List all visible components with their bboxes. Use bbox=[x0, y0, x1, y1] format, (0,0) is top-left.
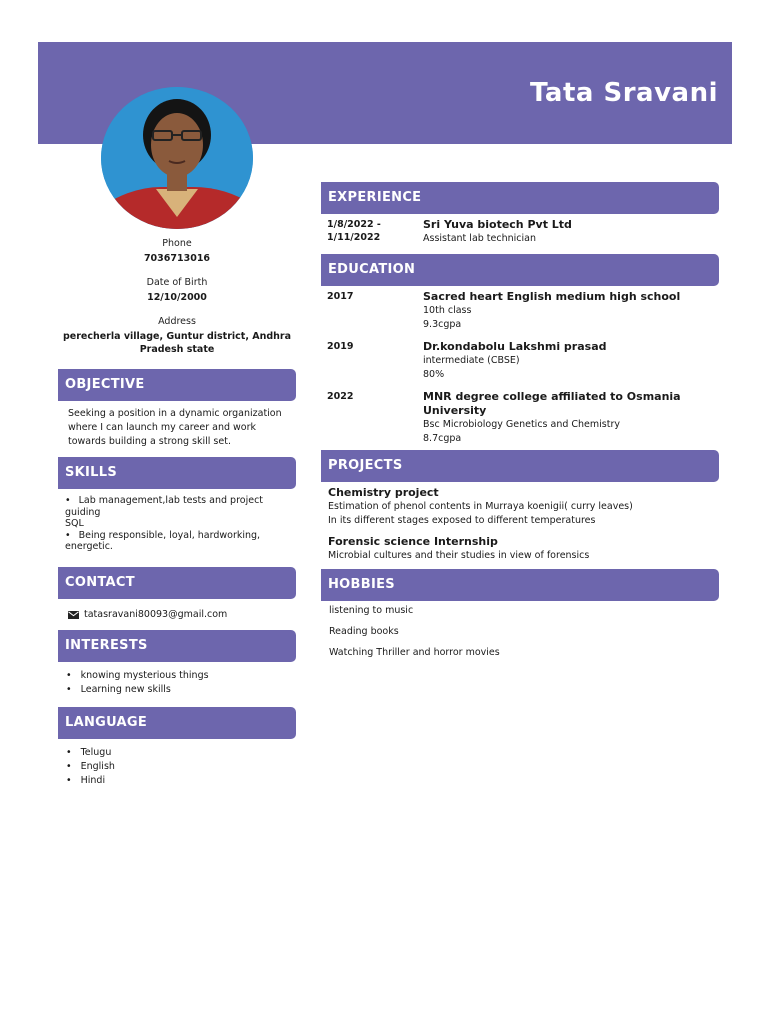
skill-item: • Lab management,lab tests and project guiding bbox=[65, 495, 289, 518]
education-entry bbox=[321, 290, 719, 332]
hobbies-heading: HOBBIES bbox=[321, 569, 719, 601]
candidate-name: Tata Sravani bbox=[530, 78, 718, 108]
language-heading: LANGUAGE bbox=[58, 707, 296, 739]
experience-date-end: 1/11/2022 bbox=[327, 232, 381, 243]
hobby-item: Watching Thriller and horror movies bbox=[329, 646, 500, 658]
education-school: MNR degree college affiliated to Osmania University bbox=[423, 390, 681, 417]
education-score: 80% bbox=[423, 369, 445, 380]
interests-heading: INTERESTS bbox=[58, 630, 296, 662]
skills-heading: SKILLS bbox=[58, 457, 296, 489]
hobby-item: listening to music bbox=[329, 604, 414, 616]
education-year: 2022 bbox=[327, 391, 354, 402]
education-score: 8.7cgpa bbox=[423, 433, 462, 444]
phone-value: 7036713016 bbox=[143, 253, 211, 264]
education-year: 2017 bbox=[327, 291, 354, 302]
education-course: Bsc Microbiology Genetics and Chemistry bbox=[423, 419, 620, 430]
project-title: Forensic science Internship bbox=[328, 535, 498, 548]
experience-dates bbox=[321, 218, 423, 246]
phone-label: Phone bbox=[162, 238, 192, 249]
interest-item: • Learning new skills bbox=[66, 683, 296, 697]
education-score: 9.3cgpa bbox=[423, 319, 462, 330]
contact-email-row bbox=[58, 599, 296, 630]
address-block bbox=[58, 316, 296, 356]
education-entry bbox=[321, 340, 719, 382]
profile-photo bbox=[101, 87, 253, 229]
project-entry bbox=[321, 482, 719, 527]
address-label: Address bbox=[158, 316, 196, 327]
interests-list bbox=[58, 662, 296, 707]
language-item: • Telugu bbox=[66, 746, 296, 760]
experience-entry bbox=[321, 218, 719, 246]
project-title: Chemistry project bbox=[328, 486, 439, 499]
objective-text: Seeking a position in a dynamic organization where I can launch my career and work towards building a strong skill set. bbox=[68, 408, 282, 447]
education-course: intermediate (CBSE) bbox=[423, 355, 520, 366]
hobby-item: Reading books bbox=[329, 625, 399, 637]
projects-heading: PROJECTS bbox=[321, 450, 719, 482]
language-list bbox=[58, 739, 296, 798]
education-heading: EDUCATION bbox=[321, 254, 719, 286]
language-item: • Hindi bbox=[66, 774, 296, 788]
education-school: Dr.kondabolu Lakshmi prasad bbox=[423, 340, 607, 353]
objective-heading: OBJECTIVE bbox=[58, 369, 296, 401]
address-value: perecherla village, Guntur district, Andhra Pradesh state bbox=[62, 331, 292, 355]
interest-item: • knowing mysterious things bbox=[66, 669, 296, 683]
project-entry bbox=[321, 535, 719, 563]
experience-role: Assistant lab technician bbox=[423, 233, 536, 244]
experience-company: Sri Yuva biotech Pvt Ltd bbox=[423, 218, 572, 231]
education-entry bbox=[321, 390, 719, 446]
left-column bbox=[58, 238, 296, 798]
education-course: 10th class bbox=[423, 305, 472, 316]
contact-email[interactable]: tatasravani80093@gmail.com bbox=[84, 608, 228, 620]
skill-item: SQL bbox=[65, 518, 84, 529]
experience-date-start: 1/8/2022 - bbox=[327, 219, 381, 230]
phone-block bbox=[58, 238, 296, 265]
education-school: Sacred heart English medium high school bbox=[423, 290, 681, 303]
skill-item: • Being responsible, loyal, hardworking, energetic. bbox=[65, 530, 289, 553]
project-desc: Microbial cultures and their studies in view of forensics bbox=[328, 550, 590, 561]
right-column bbox=[321, 182, 719, 667]
experience-heading: EXPERIENCE bbox=[321, 182, 719, 214]
dob-value: 12/10/2000 bbox=[147, 292, 207, 303]
contact-heading: CONTACT bbox=[58, 567, 296, 599]
envelope-icon bbox=[68, 611, 79, 619]
project-desc: Estimation of phenol contents in Murraya koenigii( curry leaves) bbox=[328, 501, 633, 512]
language-item: • English bbox=[66, 760, 296, 774]
project-desc: In its different stages exposed to different temperatures bbox=[328, 514, 596, 526]
dob-block bbox=[58, 277, 296, 304]
skills-list bbox=[58, 489, 296, 567]
education-year: 2019 bbox=[327, 341, 354, 352]
dob-label: Date of Birth bbox=[146, 277, 208, 288]
